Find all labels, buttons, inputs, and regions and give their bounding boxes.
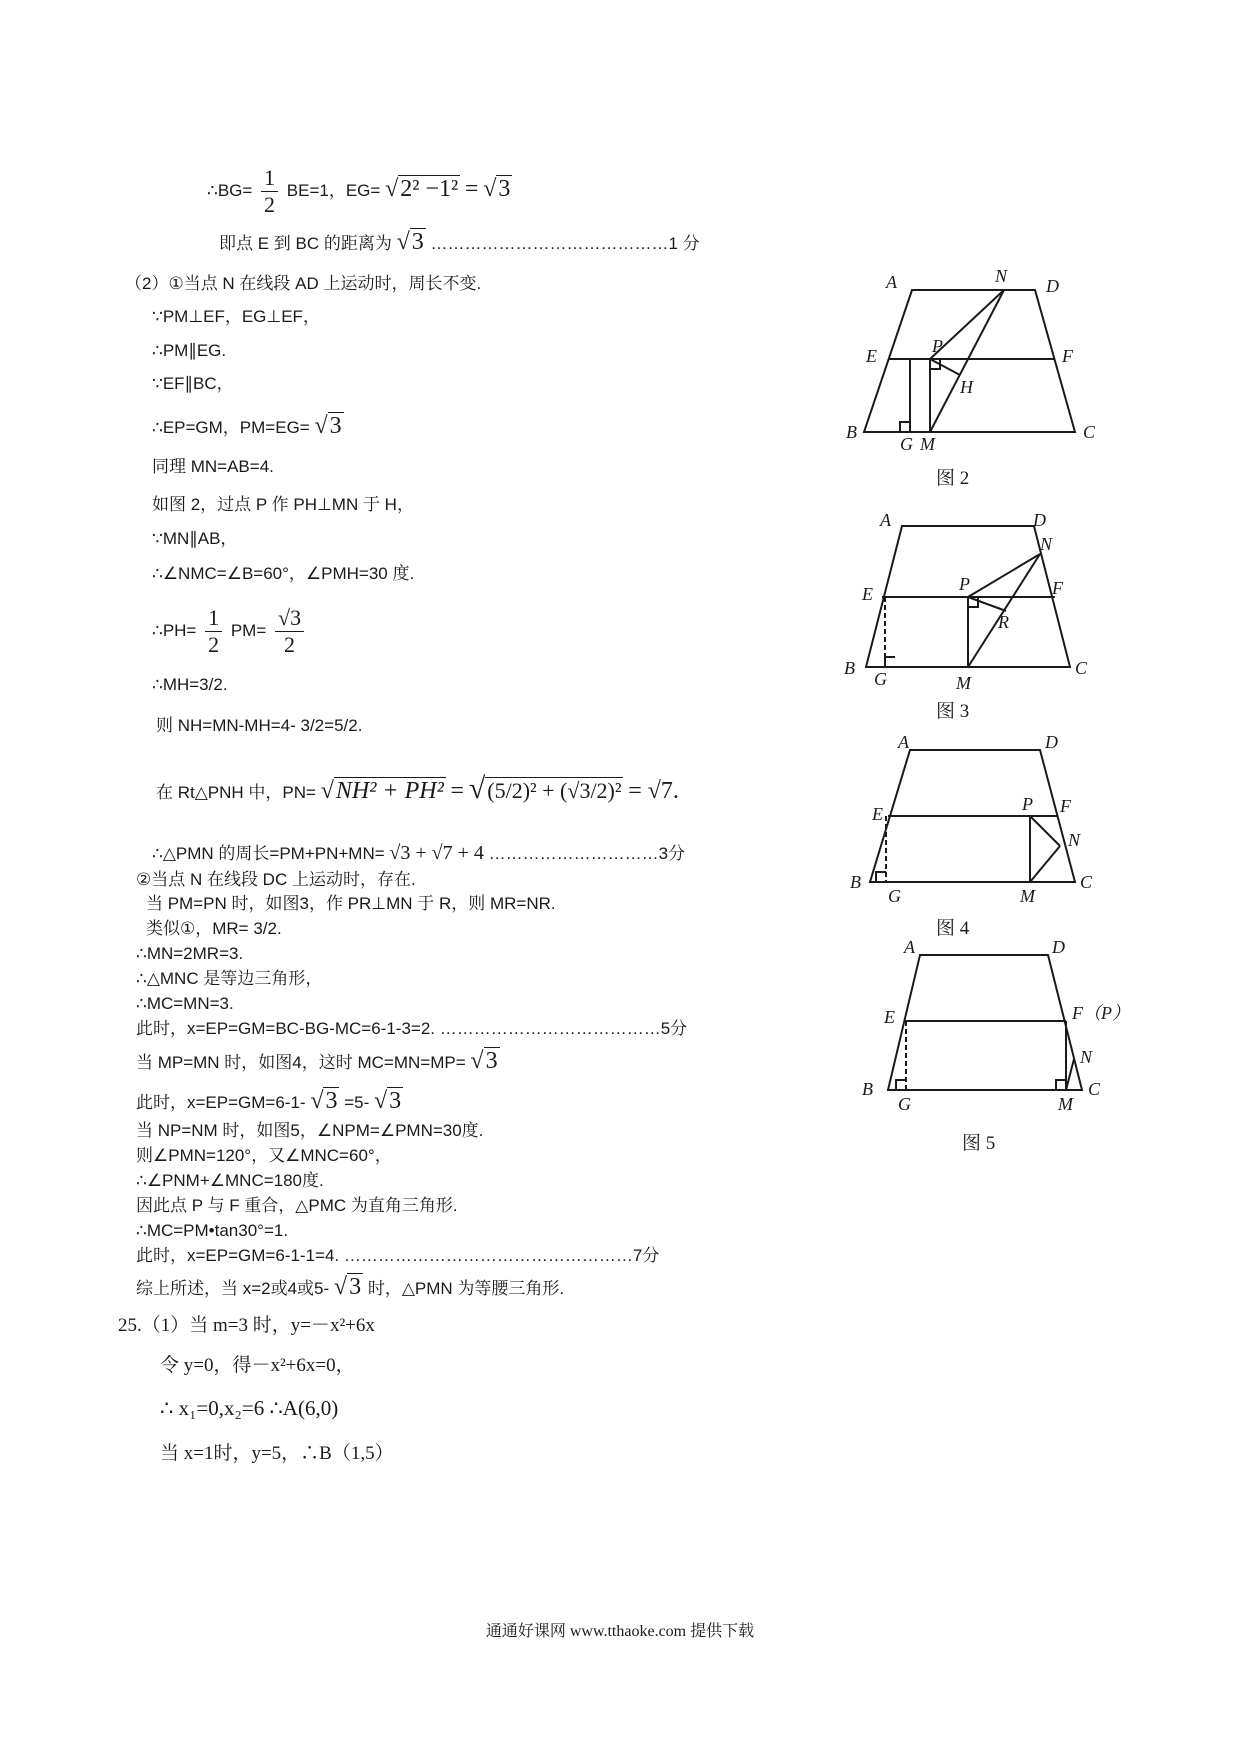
line: 如图 2，过点 P 作 PH⊥MN 于 H， — [152, 495, 414, 514]
text: 时，△PMN 为等腰三角形. — [367, 1279, 565, 1298]
line: 当 NP=NM 时，如图5，∠NPM=∠PMN=30度. — [136, 1121, 484, 1140]
fraction — [261, 165, 278, 218]
line: ∴MC=MN=3. — [136, 994, 234, 1013]
line: ∵PM⊥EF，EG⊥EF， — [152, 307, 320, 326]
text: 即点 E 到 BC 的距离为 — [219, 234, 392, 253]
label-m: M — [920, 434, 935, 452]
text: 当 MP=MN 时，如图4，这时 MC=MN=MP= — [136, 1053, 466, 1072]
line: （2）①当点 N 在线段 AD 上运动时，周长不变. — [125, 274, 482, 293]
line: ∴MH=3/2. — [152, 675, 228, 694]
sqrt: √2² −1² — [385, 175, 459, 202]
label-m: M — [1020, 886, 1035, 906]
label-a: A — [886, 272, 897, 292]
label-n: N — [1040, 534, 1053, 554]
radicand: 3 — [485, 1048, 498, 1074]
label-d: D — [1045, 732, 1058, 752]
figure-5-diagram — [840, 935, 1140, 1120]
line: 同理 MN=AB=4. — [152, 457, 274, 476]
text: 综上所述，当 x=2或4或5- — [136, 1279, 330, 1298]
denominator: 2 — [261, 191, 278, 218]
fraction — [205, 605, 222, 658]
text: 在 Rt△PNH 中，PN= — [156, 783, 316, 802]
line-pm — [152, 415, 344, 439]
sqrt: √3 — [374, 1088, 402, 1114]
text: BE=1，EG= — [286, 180, 381, 200]
label-a: A — [898, 732, 909, 752]
line: ∵MN∥AB， — [152, 529, 238, 548]
line: ∴∠PNM+∠MNC=180度. — [136, 1171, 324, 1190]
footer: 通通好课网 www.tthaoke.com 提供下载 — [485, 1623, 755, 1640]
text: 此时，x=EP=GM=6-1- — [136, 1093, 306, 1112]
label-n: N — [1080, 1047, 1093, 1067]
line-distance — [219, 231, 700, 255]
label-e: E — [872, 804, 883, 824]
label-p: P — [932, 336, 943, 356]
label-d: D — [1052, 937, 1065, 957]
radicand: 3 — [411, 229, 424, 255]
big-sqrt: √(5/2)² + (√3/2)² — [468, 772, 622, 805]
sqrt: √3 — [396, 229, 424, 255]
equals: = — [450, 778, 465, 804]
line-bg-eg — [207, 165, 512, 218]
label-e: E — [866, 346, 877, 366]
line: 则∠PMN=120°，又∠MNC=60°， — [136, 1146, 392, 1165]
line: ∴∠NMC=∠B=60°，∠PMH=30 度. — [152, 564, 415, 583]
label-a: A — [904, 937, 915, 957]
label-p: P — [959, 574, 970, 594]
line: ∵EF∥BC， — [152, 374, 234, 393]
label-n: N — [1068, 830, 1081, 850]
figure-3-caption: 图 3 — [936, 701, 970, 722]
expression: √3 + √7 + 4 — [389, 842, 484, 864]
line: 25.（1）当 m=3 时，y=－x²+6x — [118, 1315, 375, 1336]
line-pn — [156, 772, 679, 805]
text: ……………………………………1 分 — [430, 234, 700, 253]
label-g: G — [874, 669, 887, 689]
label-c: C — [1080, 872, 1093, 892]
radicand: (5/2)² + (√3/2)² — [487, 778, 622, 803]
numerator: √3 — [278, 605, 302, 630]
label-b: B — [846, 422, 857, 442]
label-d: D — [1046, 276, 1059, 296]
equals: = — [464, 175, 479, 202]
label-g: G — [898, 1094, 911, 1114]
line: ②当点 N 在线段 DC 上运动时，存在. — [136, 870, 416, 889]
line-ph — [152, 605, 308, 658]
numerator: 1 — [208, 605, 220, 630]
line-mp-mn — [136, 1050, 500, 1074]
text: =5- — [344, 1093, 370, 1112]
radicand: 2² −1² — [400, 175, 459, 202]
label-f: F — [1060, 796, 1071, 816]
line: 类似①，MR= 3/2. — [146, 919, 282, 938]
text: ∴EP=GM，PM=EG= — [152, 418, 310, 437]
numerator: 1 — [264, 165, 276, 190]
line: ∴MC=PM•tan30°=1. — [136, 1221, 289, 1240]
label-f-p: F（P） — [1072, 1003, 1130, 1023]
line: ∴ x₁=0,x₂=6 ∴A(6,0) — [160, 1396, 339, 1420]
line: ∴PM∥EG. — [152, 341, 227, 360]
label-g: G — [900, 434, 913, 452]
label-b: B — [844, 658, 855, 678]
label-c: C — [1083, 422, 1096, 442]
line: 当 x=1时，y=5，∴B（1,5） — [160, 1443, 394, 1464]
label-f: F — [1052, 578, 1063, 598]
label-c: C — [1075, 658, 1088, 678]
line: 则 NH=MN-MH=4- 3/2=5/2. — [156, 716, 363, 735]
label-g: G — [888, 886, 901, 906]
label-b: B — [850, 872, 861, 892]
text: PM= — [230, 620, 267, 640]
line: 当 PM=PN 时，如图3，作 PR⊥MN 于 R，则 MR=NR. — [146, 894, 556, 913]
sqrt: √3 — [483, 175, 511, 202]
label-p: P — [1022, 794, 1033, 814]
sqrt: √3 — [333, 1274, 362, 1300]
label-d: D — [1033, 512, 1046, 530]
line: 此时，x=EP=GM=6-1-1=4. ……………………………………………7分 — [136, 1246, 660, 1265]
label-f: F — [1062, 346, 1073, 366]
label-m: M — [1058, 1094, 1073, 1114]
text: ∴△PMN 的周长=PM+PN+MN= — [152, 844, 385, 863]
label-m: M — [956, 673, 971, 692]
text: ∴BG= — [207, 180, 253, 200]
fraction — [275, 605, 304, 658]
label-b: B — [862, 1079, 873, 1099]
figure-2-caption: 图 2 — [936, 468, 970, 489]
figure-4-diagram — [840, 730, 1110, 910]
denominator: 2 — [205, 631, 222, 658]
label-n: N — [995, 266, 1008, 286]
result: = √7. — [628, 778, 679, 804]
label-r: R — [998, 612, 1009, 632]
line: ∴MN=2MR=3. — [136, 944, 244, 963]
line-perimeter — [152, 842, 685, 865]
radicand: 3 — [325, 1088, 338, 1114]
line: ∴△MNC 是等边三角形， — [136, 969, 323, 988]
figure-3-diagram — [830, 512, 1110, 692]
radicand: 3 — [389, 1088, 402, 1114]
denominator: 2 — [275, 631, 304, 658]
text: ∴PH= — [152, 620, 197, 640]
label-h: H — [960, 377, 973, 397]
radicand: NH² + PH² — [335, 778, 444, 804]
radicand: 3 — [329, 413, 342, 439]
sqrt: √3 — [314, 413, 342, 439]
line: 令 y=0，得－x²+6x=0， — [160, 1355, 355, 1376]
sqrt: √NH² + PH² — [320, 778, 444, 804]
line: 因此点 P 与 F 重合，△PMC 为直角三角形. — [136, 1196, 458, 1215]
figure-5-caption: 图 5 — [962, 1133, 996, 1154]
label-a: A — [880, 512, 891, 530]
sqrt: √3 — [470, 1048, 498, 1074]
label-e: E — [862, 584, 873, 604]
sqrt: √3 — [310, 1088, 338, 1114]
line: 此时，x=EP=GM=BC-BG-MC=6-1-3=2. …………………………………5分 — [136, 1019, 688, 1038]
figure-4-caption: 图 4 — [936, 918, 970, 939]
line-conclusion — [136, 1276, 564, 1300]
radicand: 3 — [349, 1274, 362, 1300]
line-x-value — [136, 1090, 403, 1114]
radicand: 3 — [498, 175, 511, 202]
figure-2-diagram — [840, 262, 1110, 452]
label-e: E — [884, 1007, 895, 1027]
text: …………………………3分 — [488, 844, 686, 863]
label-c: C — [1088, 1079, 1101, 1099]
